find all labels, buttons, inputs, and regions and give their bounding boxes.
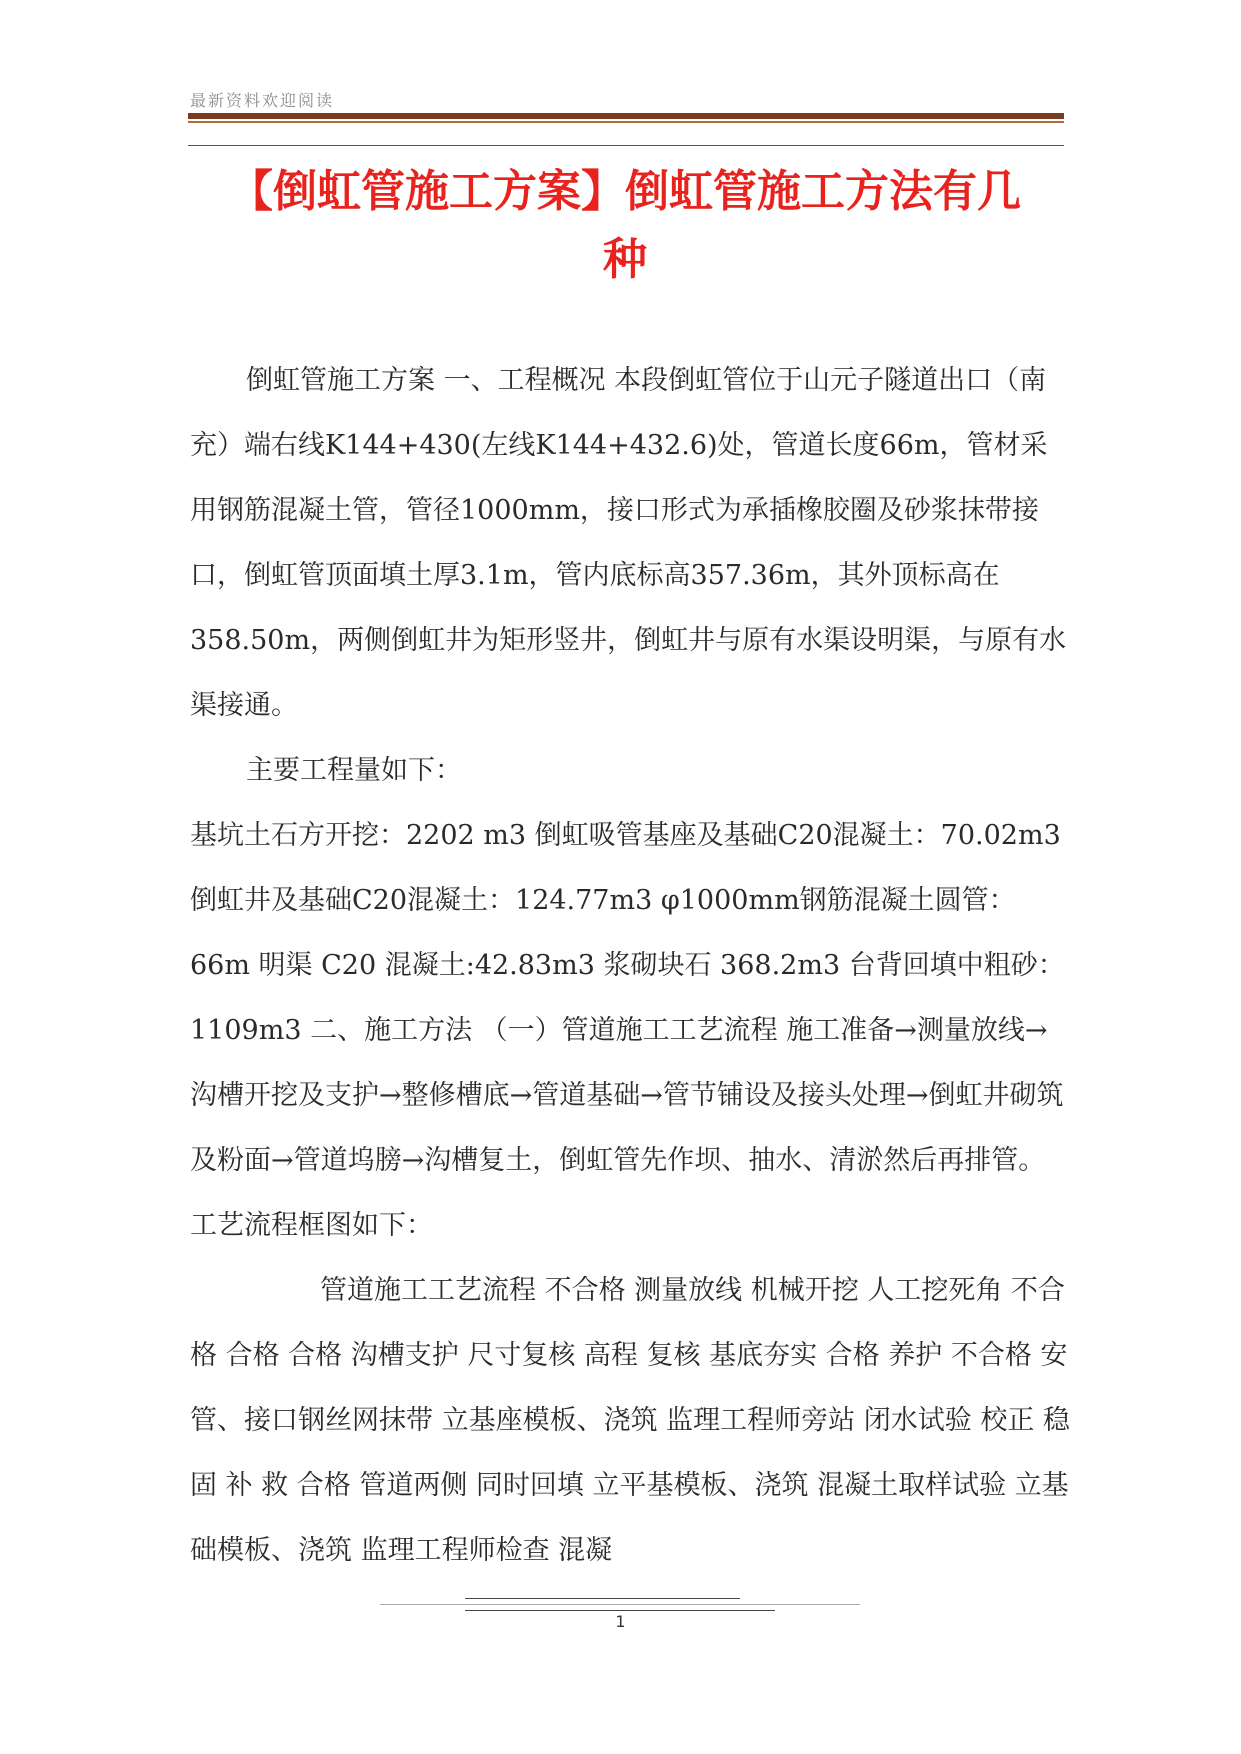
page-number: 1 bbox=[615, 1612, 626, 1631]
document-title-line-2: 种 bbox=[603, 234, 647, 285]
document-body bbox=[190, 348, 1070, 1583]
document-title bbox=[190, 158, 1060, 294]
paragraph-quantities-and-method: 基坑土石方开挖：2202 m3 倒虹吸管基座及基础C20混凝土：70.02m3 倒虹井及基础C20混凝土：124.77m3 φ1000mm钢筋混凝土圆管：66m 明渠 C20 混凝土:42.83m3 浆砌块石 368.2m3 台背回填中粗砂：1109m3 二、施工方法 （一）管道施工工艺流程 施工准备→测量放线→沟槽开挖及支护→整修槽底→管道基础→管节铺设及接头处理→倒虹井砌筑及粉面→管道坞膀→沟槽复土，倒虹管先作坝、抽水、清淤然后再排管。工艺流程框图如下： bbox=[190, 820, 1065, 1241]
paragraph-flowchart-text: 管道施工工艺流程 不合格 测量放线 机械开挖 人工挖死角 不合格 合格 合格 沟槽支护 尺寸复核 高程 复核 基底夯实 合格 养护 不合格 安管、接口钢丝网抹带 立基座模板、浇筑 监理工程师旁站 闭水试验 校正 稳固 补 救 合格 管道两侧 同时回填 立平基模板、浇筑 混凝土取样试验 立基础模板、浇筑 监理工程师检查 混凝 bbox=[190, 1275, 1070, 1566]
footer-divider-upper bbox=[465, 1598, 740, 1599]
document-title-line-1: 【倒虹管施工方案】倒虹管施工方法有几 bbox=[229, 166, 1021, 217]
footer-divider-lower bbox=[465, 1610, 775, 1611]
paragraph-project-overview: 倒虹管施工方案 一、工程概况 本段倒虹管位于山元子隧道出口（南充）端右线K144+430(左线K144+432.6)处，管道长度66m，管材采用钢筋混凝土管，管径1000mm，接口形式为承插橡胶圈及砂浆抹带接口，倒虹管顶面填土厚3.1m，管内底标高357.36m，其外顶标高在358.50m，两侧倒虹井为矩形竖井，倒虹井与原有水渠设明渠，与原有水渠接通。 bbox=[190, 365, 1067, 721]
footer-divider bbox=[380, 1604, 860, 1605]
header-rule bbox=[188, 113, 1064, 119]
header-rule-secondary bbox=[188, 121, 1064, 123]
page-header-text: 最新资料欢迎阅读 bbox=[190, 91, 335, 110]
top-divider bbox=[188, 145, 1064, 146]
paragraph-quantities-heading: 主要工程量如下： bbox=[246, 755, 462, 786]
